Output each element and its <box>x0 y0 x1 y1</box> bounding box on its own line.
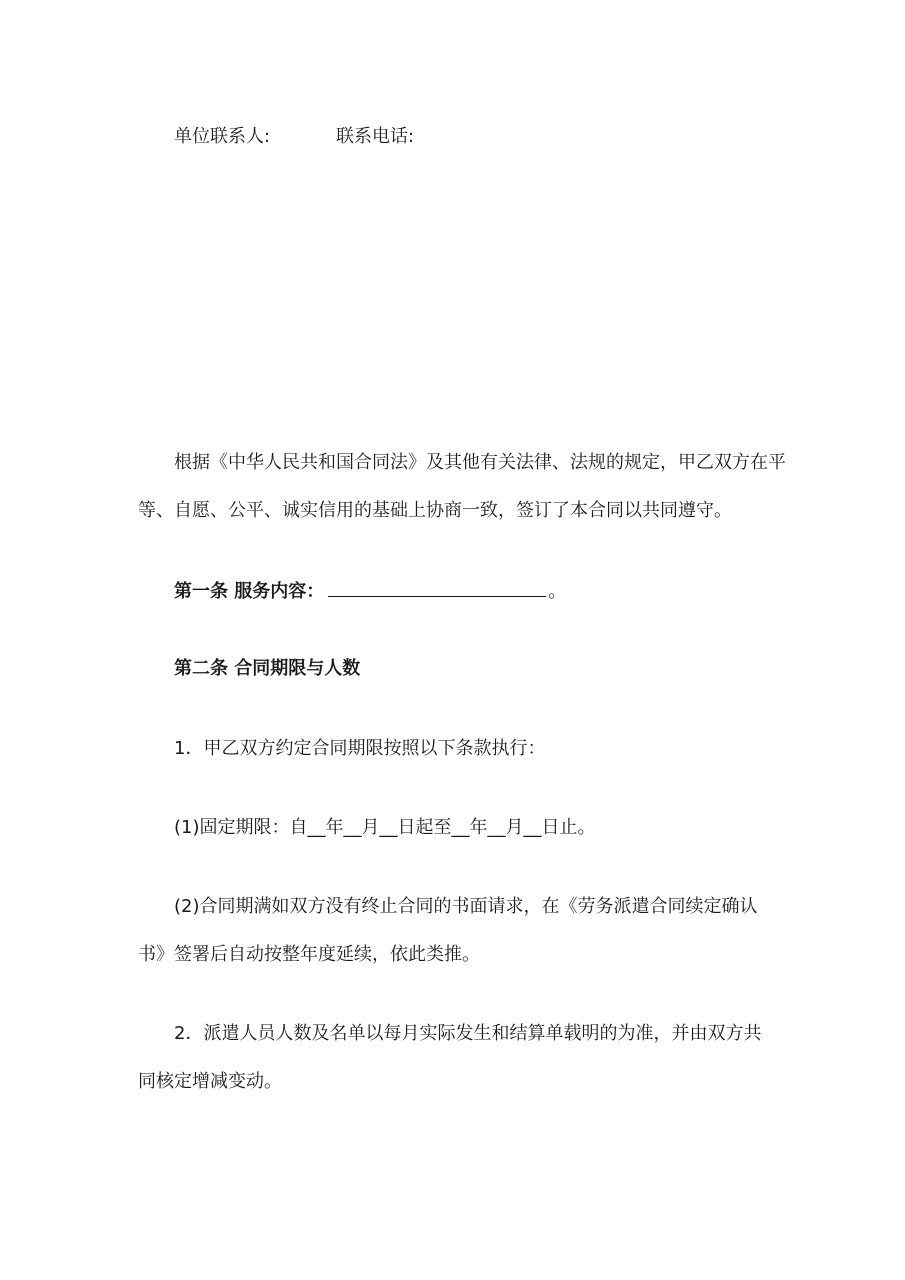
article-2-item-2-line-1: 2．派遣人员人数及名单以每月实际发生和结算单载明的为准，并由双方共 <box>174 1023 762 1044</box>
article-2-fixed-term: (1)固定期限：自__年__月__日起至__年__月__日止。 <box>174 817 596 838</box>
article-1-heading: 第一条 服务内容： <box>174 581 325 602</box>
article-1-suffix: 。 <box>548 581 567 602</box>
article-2-renewal-line-1: (2)合同期满如双方没有终止合同的书面请求，在《劳务派遣合同续定确认 <box>174 896 758 917</box>
article-2-item-1: 1．甲乙双方约定合同期限按照以下条款执行： <box>174 738 546 759</box>
article-2-heading: 第二条 合同期限与人数 <box>174 658 361 679</box>
article-2-item-2-line-2: 同核定增减变动。 <box>138 1071 282 1092</box>
article-1-line <box>174 578 566 604</box>
contact-person-label: 单位联系人: <box>174 126 271 147</box>
service-content-blank <box>328 578 546 597</box>
article-2-renewal-line-2: 书》签署后自动按整年度延续，依此类推。 <box>138 944 480 965</box>
intro-paragraph-line-1: 根据《中华人民共和国合同法》及其他有关法律、法规的规定，甲乙双方在平 <box>174 452 786 473</box>
contact-phone-label: 联系电话: <box>336 126 415 147</box>
intro-paragraph-line-2: 等、自愿、公平、诚实信用的基础上协商一致，签订了本合同以共同遵守。 <box>138 500 732 521</box>
